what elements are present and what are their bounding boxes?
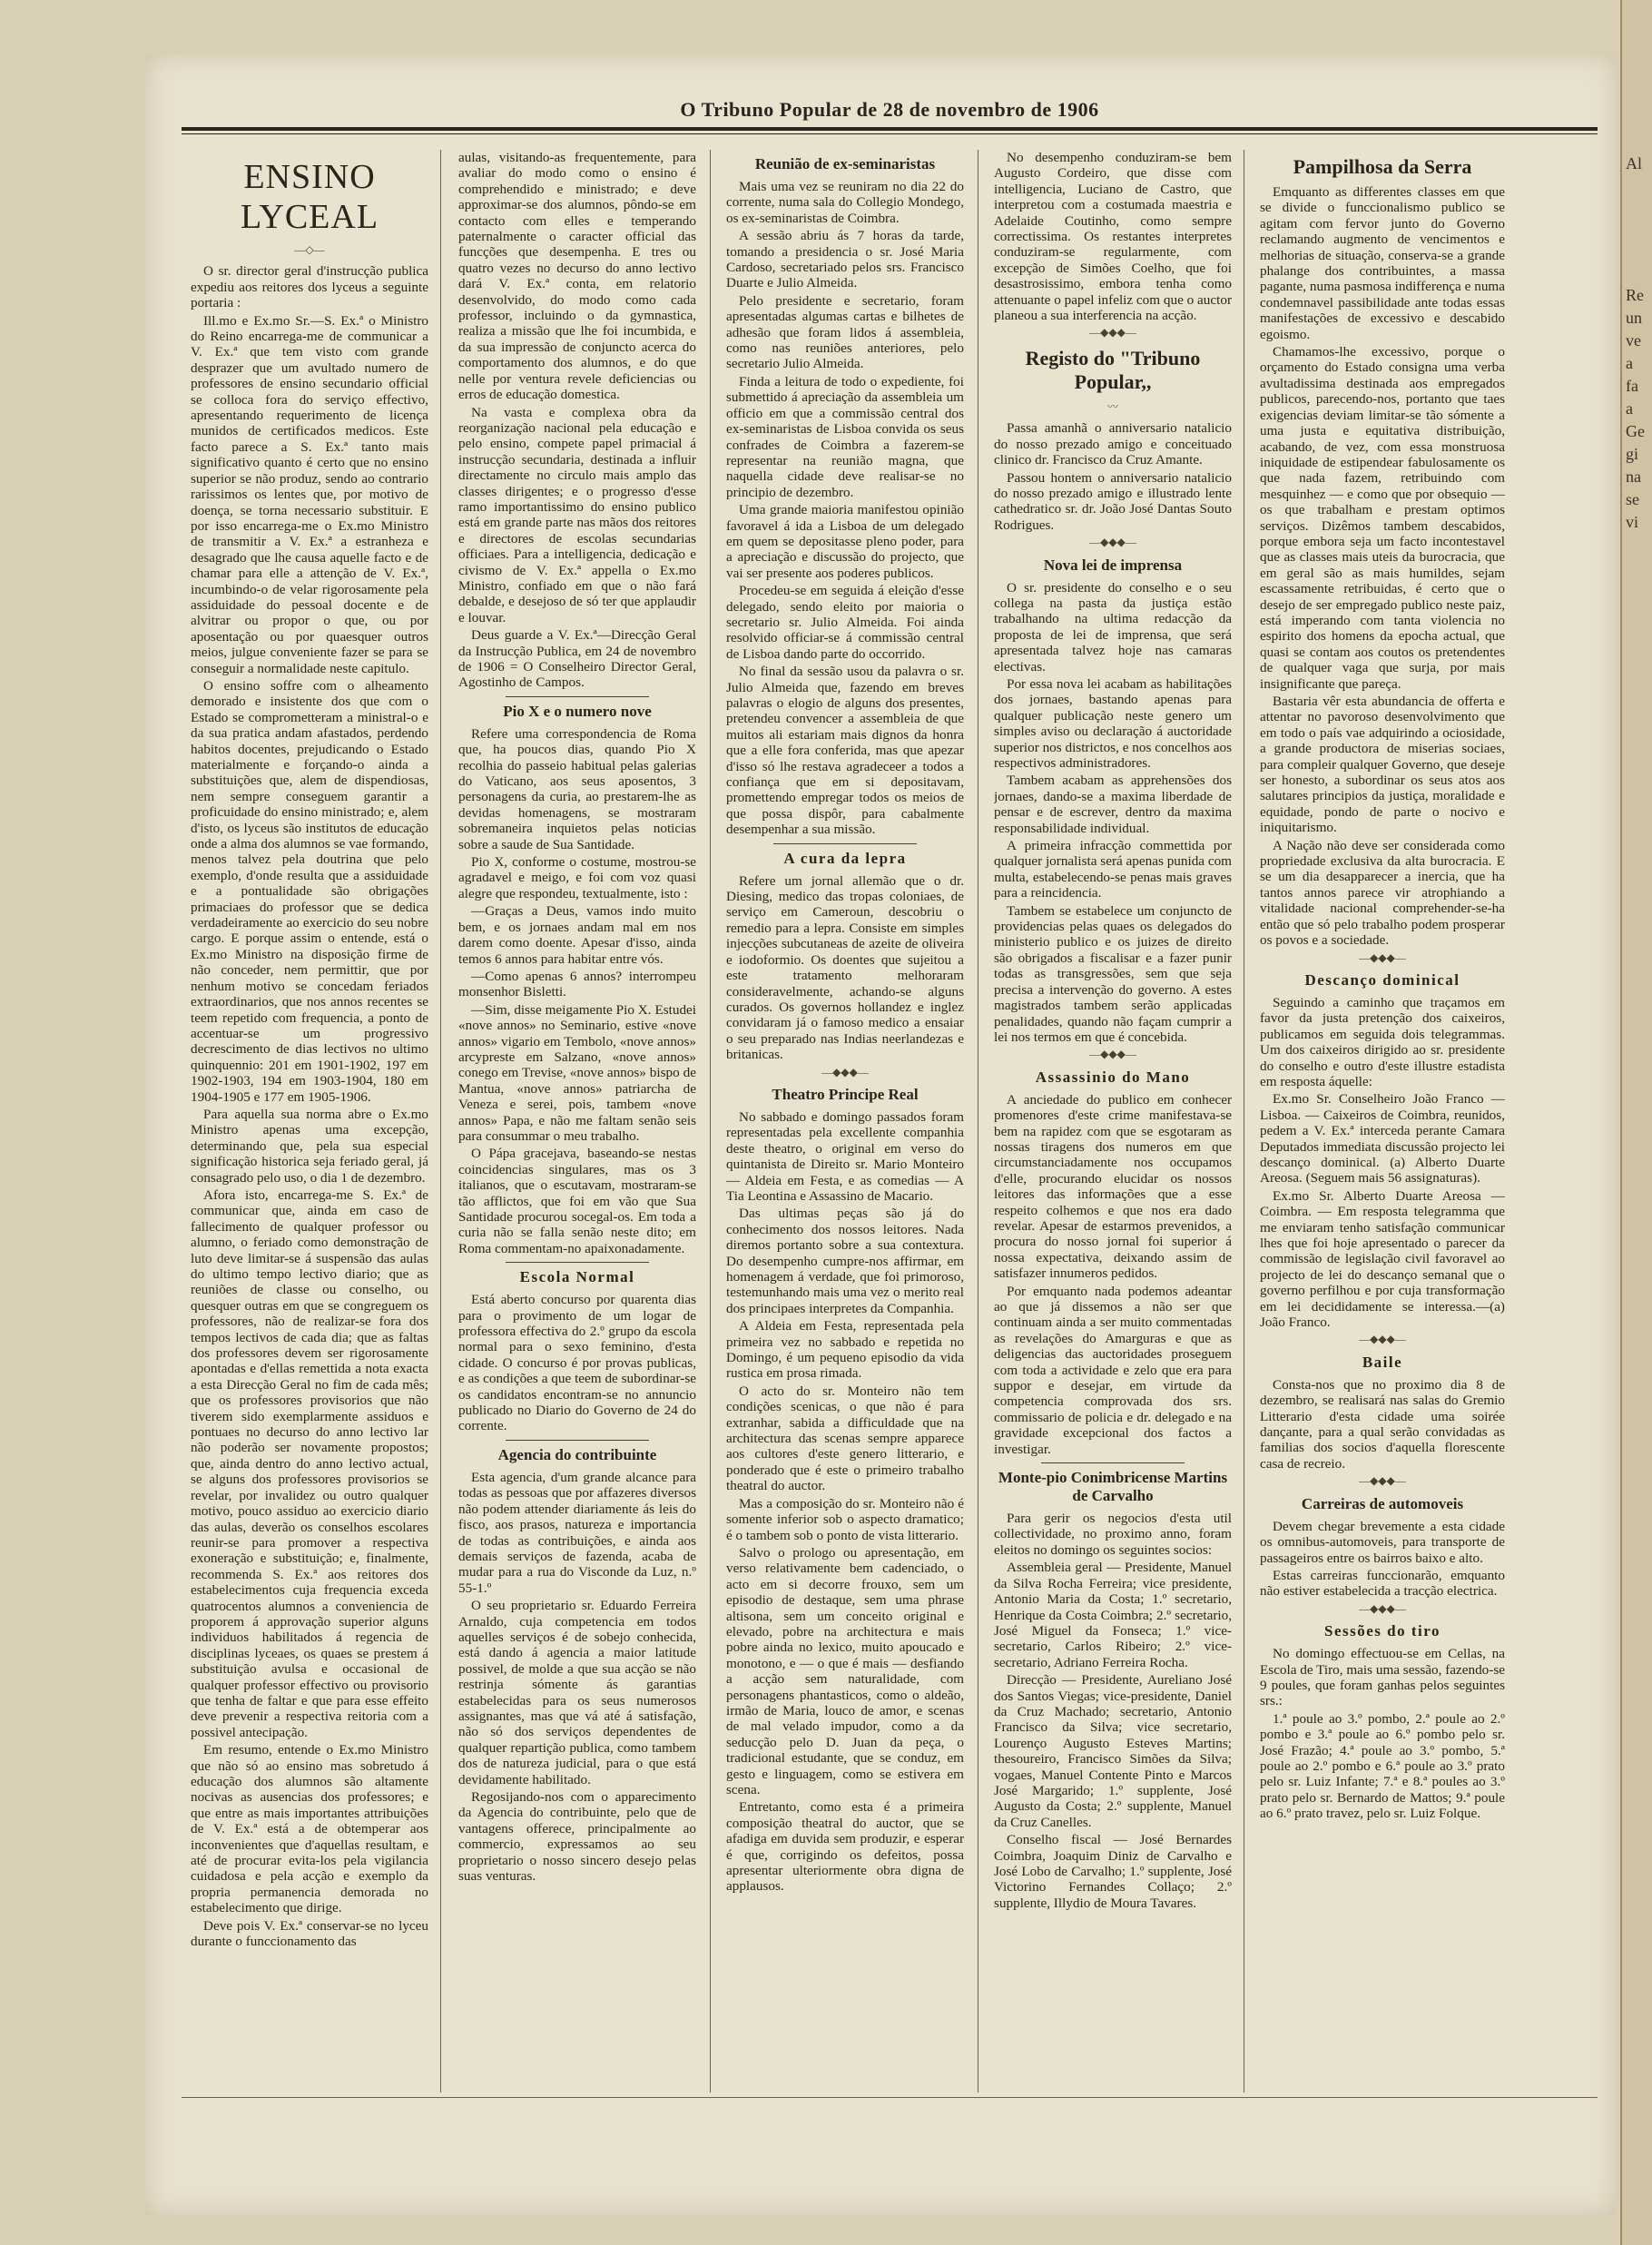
section-rule — [506, 1440, 648, 1441]
ornament-divider: —◆◆◆— — [821, 1065, 869, 1078]
heading-monte-pio: Monte-pio Conimbricense Martins de Carvalho — [998, 1469, 1228, 1505]
ornament-divider: —◆◆◆— — [1089, 326, 1136, 340]
paragraph: A primeira infracção commettida por qualquer jornalista será apenas punida com multa, estabelecendo-se penas mais graves para a reincidencia. — [994, 838, 1232, 901]
heading-theatro: Theatro Principe Real — [772, 1085, 919, 1103]
ornament-divider: —◆◆◆— — [1089, 1048, 1136, 1061]
paragraph: A anciedade do publico em conhecer promenores d'este crime manifestava-se bem na rapidez com que se esgotaram as nossas tiragens dos numeros em que circumstanciadamente nos occupamos d'elle, procurando elucidar os nossos leitores das informações que a esse respeito colhemos e que nos era dado revelar. Apesar de estarmos prevenidos, a procura do nosso jornal foi superior á nossa expectativa, deixando assim de satisfazer innumeros pedidos. — [994, 1091, 1232, 1282]
paragraph: Direcção — Presidente, Aureliano José dos Santos Viegas; vice-presidente, Daniel da Cruz Machado; secretario, Antonio Francisco da Silva; vice secretario, Lourenço Augusto Esteves Martins; thesoureiro, Francisco Simões da Silva; vogaes, Manuel Contente Pinto e Marcos José Margarido; 1.º supplente, José Augusto da Costa; 2.º supplente, Manuel da Cruz Canelles. — [994, 1672, 1232, 1830]
ornament-divider: —◆◆◆— — [1359, 1601, 1406, 1615]
paragraph: Ill.mo e Ex.mo Sr.—S. Ex.ª o Ministro do Reino encarrega-me de communicar a V. Ex.ª que tem visto com grande desprazer que um avultado numero de professores de ensino secundario official se colloca fora do serviço effectivo, apresentando requerimento de licença munidos de certificados medicos. Este facto parece a S. Ex.ª tanto mais significativo quanto é certo que no ensino superior se não produz, sendo ao contrario rarissimos os lentes que, por motivo de doença, se torna necessario substituir. E por isso encarrega-me o Ex.mo Ministro de transmitir a V. Ex.ª a estranheza e desagrado que lhe causa aquelle facto e de chamar para elle a attenção de V. Ex.ª, incumbindo-o de velar rigorosamente pela assiduidade do pessoal docente e de alvitrar ou propor o que, ou por aposentação ou por quaesquer outros meios, julgue conveniente fazer se para se conseguir a normalidade neste capitulo. — [191, 312, 428, 676]
paragraph: No sabbado e domingo passados foram representadas pela excellente companhia deste theatro, o original em verso do quintanista de Direito sr. Mario Monteiro — Aldeia em Festa, e as comedias — A Tia Leontina e Assassino de Macario. — [726, 1108, 964, 1204]
paragraph: O sr. director geral d'instrucção publica expediu aos reitores dos lyceus a seguinte portaria : — [191, 263, 428, 311]
masthead-rule — [182, 127, 1598, 131]
paragraph: Procedeu-se em seguida á eleição d'esse delegado, sendo eleito por maioria o secretario sr. Julio Almeida. Foi ainda resolvido officiar-se á commissão central de Lisboa dando parte do occorrido. — [726, 583, 964, 662]
paragraph: Refere um jornal allemão que o dr. Diesing, medico das tropas coloniaes, de serviço em Cameroun, descobriu o remedio para a lepra. Consiste em simples injecções subcutaneas de azeite de oliveira e iodoformio. Os doentes que sujeitou a este tratamento melhoraram consideravelmente, achando-se alguns curados. Os governos hollandez e inglez convidaram já o famoso medico a ensaiar o seu preparado nas Indias neerlandezas e britanicas. — [726, 872, 964, 1063]
paragraph: Tambem acabam as apprehensões dos jornaes, dando-se a maxima liberdade de pensar e de escrever, dentro da maxima responsabilidade individual. — [994, 773, 1232, 836]
paragraph: Esta agencia, d'um grande alcance para todas as pessoas que por affazeres diversos não podem attender diariamente ás leis do fisco, aos prasos, natureza e importancia de todas as contribuições, e ainda aos demais serviços de fazenda, acaba de mudar para a rua do Visconde da Luz, n.º 55-1.º — [458, 1469, 696, 1596]
paragraph: O Pápa gracejava, baseando-se nestas coincidencias singulares, mas os 3 italianos, que o escutavam, mostraram-se tão afflictos, que foi em vão que Sua Santidade procurou socegal-os. Em toda a curia não se falla senão neste dito; em Roma commentam-no apaixonadamente. — [458, 1146, 696, 1256]
heading-pio-x: Pio X e o numero nove — [503, 702, 652, 720]
edge-label: fa — [1626, 377, 1638, 395]
column-2 — [458, 150, 696, 2092]
paragraph: Passa amanhã o anniversario natalicio do nosso prezado amigo e conceituado clinico dr. Francisco da Cruz Amante. — [994, 420, 1232, 468]
paragraph: Por emquanto nada podemos adeantar ao que já dissemos a não ser que continuam ainda a ser muito commentadas as revelações do Amarguras e que as deligencias das auctoridades proseguem com toda a actividade e zelo que era para suppor e desejar, em virtude da competencia comprovada dos srs. commissario de policia e dr. delegado e na gravidade excepcional dos factos a investigar. — [994, 1283, 1232, 1457]
edge-label: un — [1626, 309, 1642, 327]
article-body-ensino-lyceal — [191, 263, 428, 1949]
ornament-divider: —◆◆◆— — [1359, 950, 1406, 964]
edge-label: Al — [1626, 154, 1642, 172]
heading-lepra: A cura da lepra — [783, 849, 907, 867]
paragraph: Salvo o prologo ou apresentação, em verso relativamente bem cadenciado, o acto em si decorre frouxo, sem um episodio de destaque, sem uma phrase altisona, sem um conceito original e elevado, pobre na architectura e mais pobre ainda no lexico, muito apoucado e monotono, e — o que é mais — desfiando a acção sem naturalidade, com personagens phantasticos, como o aldeão, irmão de Maria, louco de amor, e scenas de mal velado impudor, como a da seducção pelo D. Juan da peça, o tradicional estudante, que se conduz, em gesto e linguagem, como se estivera em scena. — [726, 1544, 964, 1797]
column-divider — [710, 150, 711, 2092]
paragraph: Das ultimas peças são já do conhecimento dos nossos leitores. Nada diremos portanto sobre a sua contextura. Do desempenho cumpre-nos affirmar, em homenagem á verdade, que foi primoroso, testemunhando mais uma vez o merito real dos principaes interpretes da Companhia. — [726, 1206, 964, 1316]
heading-reuniao: Reunião de ex-seminaristas — [754, 155, 936, 172]
ornament-divider: —◆◆◆— — [1359, 1333, 1406, 1346]
paragraph: Por essa nova lei acabam as habilitações dos jornaes, bastando apenas para qualquer publicação neste genero um simples aviso ou declaração á auctoridade superior nos districtos, e nos concelhos aos respectivos administradores. — [994, 675, 1232, 771]
paragraph: Para aquella sua norma abre o Ex.mo Ministro apenas uma excepção, determinando que, pela sua especial significação historica seja feriado geral, já consagrado pelo uso, o dia 1 de dezembro. — [191, 1106, 428, 1186]
paragraph: Entretanto, como esta é a primeira composição theatral do auctor, que se afadiga em duvida sem produzir, e esperar é que, corrigindo os defeitos, possa apresentar ulteriormente obra digna de applausos. — [726, 1799, 964, 1895]
edge-label: gi — [1626, 445, 1639, 463]
heading-tiro: Sessões do tiro — [1324, 1622, 1441, 1640]
section-rule — [773, 843, 916, 844]
heading-registo: Registo do "Tribuno Popular,, — [1025, 346, 1201, 393]
edge-label: Re — [1626, 286, 1644, 304]
paragraph: Devem chegar brevemente a esta cidade os omnibus-automoveis, para transporte de passageiros entre os bairros baixo e alto. — [1260, 1518, 1505, 1566]
paragraph: Mas a composição do sr. Monteiro não é somente inferior sob o aspecto dramatico; é o tambem sob o ponto de vista litterario. — [726, 1495, 964, 1543]
column-5 — [1260, 150, 1505, 2092]
paragraph: No domingo effectuou-se em Cellas, na Escola de Tiro, mais uma sessão, fazendo-se 9 poules, que foram ganhas pelos seguintes srs.: — [1260, 1646, 1505, 1709]
edge-label: vi — [1626, 513, 1639, 531]
paragraph: Deve pois V. Ex.ª conservar-se no lyceu durante o funccionamento das — [191, 1917, 428, 1950]
section-rule — [506, 696, 648, 697]
ornament-divider: —◆◆◆— — [1089, 536, 1136, 549]
paragraph: Pio X, conforme o costume, mostrou-se agradavel e meigo, e foi com voz quasi alegre que respondeu, textualmente, isto : — [458, 854, 696, 901]
paragraph: Seguindo a caminho que traçamos em favor da justa pretenção dos caixeiros, publicamos em seguida dois telegrammas. Um dos caixeiros dirigido ao sr. presidente do conselho e outro d'este illustre estadista em resposta áquelle: — [1260, 994, 1505, 1089]
paragraph: Na vasta e complexa obra da reorganização nacional pela educação e pelo ensino, compete papel primacial á instrucção secundaria, destinada a influir directamente no circulo mais amplo das classes dirigentes; e o progresso d'esse ramo importantissimo do ensino publico está em grande parte nas mãos dos reitores e directores de escolas secundarias officiaes. Para a intelligencia, dedicação e civismo de V. Ex.ª appella o Ex.mo Ministro, confiado em que o não fará debalde, e desejoso de só ter que applaudir e louvar. — [458, 404, 696, 625]
paragraph: Finda a leitura de todo o expediente, foi submettido á apreciação da assembleia um officio em que a commissão central dos ex-seminaristas de Lisboa convida os seus confrades de Coimbra a fazerem-se representar na reunião magna, que naquella cidade deve realisar-se no principio de dezembro. — [726, 373, 964, 500]
heading-nova-lei: Nova lei de imprensa — [1043, 556, 1183, 574]
heading-agencia: Agencia do contribuinte — [497, 1445, 657, 1463]
heading-escola-normal: Escola Normal — [519, 1268, 635, 1286]
paragraph: O acto do sr. Monteiro não tem condições scenicas, o que não é para extranhar, sabida a difficuldade que na architectura das scenas sempre apparece aos cultores d'este genero litterario, e ponderado que é este o primeiro trabalho theatral do auctor. — [726, 1383, 964, 1494]
paragraph: Está aberto concurso por quarenta dias para o provimento de um logar de professora effectiva do 2.º grupo da escola normal para o sexo feminino, d'esta cidade. O concurso é por provas publicas, e as condições a que teem de subordinar-se os candidatos encontram-se no annuncio publicado no Diario do Governo de 24 do corrente. — [458, 1292, 696, 1434]
adjacent-page-edge — [1620, 0, 1652, 2245]
paragraph: —Como apenas 6 annos? interrompeu monsenhor Bisletti. — [458, 968, 696, 1000]
ornament-divider: —◇— — [294, 243, 325, 256]
column-3 — [726, 150, 964, 2092]
edge-label: a — [1626, 399, 1633, 418]
paragraph: O seu proprietario sr. Eduardo Ferreira Arnaldo, cuja competencia em todos aquelles serviços é de sobejo conhecida, está dando á agencia a maior latitude possivel, de molde a que sua acção se não restrinja sómente ás garantias estabelecidas para os seus numerosos assignantes, mas que vá até á satisfação, não só dos serviços dependentes de qualquer repartição publica, como tambem dos de natureza judicial, para o que está devidamente habilitado. — [458, 1598, 696, 1787]
paragraph: A Aldeia em Festa, representada pela primeira vez no sabbado e repetida no Domingo, é um pequeno episodio da vida rustica em prosa rimada. — [726, 1318, 964, 1382]
paragraph: Tambem se estabelece um conjuncto de providencias pelas quaes os delegados do ministerio publico e os juizes de direito são obrigados a fiscalisar e a fazer punir todas as transgressões, sem que seja precisa a intervenção do governo. A estes magistrados tambem serão applicadas penalidades, quando não façam cumprir a lei nos termos em que é concebida. — [994, 902, 1232, 1045]
paragraph: Para gerir os negocios d'esta util collectividade, no proximo anno, foram eleitos no domingo os seguintes socios: — [994, 1511, 1232, 1558]
heading-pampilhosa: Pampilhosa da Serra — [1293, 155, 1472, 178]
paragraph: Emquanto as differentes classes em que se divide o funccionalismo publico se agitam com fervor junto do Governo reclamando augmento de vencimentos e melhorias de situação, conserva-se a grande phalange dos contribuintes, a massa pagante, numa pasmosa indifferença e numa condemnavel passibilidade ante todas essas manifestações de excessivo e descabido egoismo. — [1260, 184, 1505, 342]
paragraph: No desempenho conduziram-se bem Augusto Cordeiro, que disse com intelligencia, Luciano de Castro, que interpretou com a costumada maestria e Adelaide Coutinho, como sempre correctissima. Os restantes interpretes conduziram-se regularmente, com excepção de Simões Coelho, que foi desastrosissimo, embora tenha como attenuante o papel infeliz com que o auctor planeou a sua interferencia na acção. — [994, 150, 1232, 324]
masthead: O Tribuno Popular de 28 de novembro de 1906 — [680, 98, 1099, 121]
heading-baile: Baile — [1362, 1353, 1403, 1371]
heading-descanco: Descanço dominical — [1304, 970, 1460, 989]
paragraph: Refere uma correspondencia de Roma que, ha poucos dias, quando Pio X recolhia do passeio habitual pelas galerias do Vaticano, aos seus aposentos, 3 personagens da curia, ao prestarem-lhe as devidas homenagens, se mostraram sobremaneira inquietos pelas noticias sobre a saude de Sua Santidade. — [458, 725, 696, 852]
paragraph: Chamamos-lhe excessivo, porque o orçamento do Estado consigna uma verba avultadissima destinada aos empregados publicos, parecendo-nos, portanto que taes exigencias deviam limitar-se tão sómente a uma justa e equitativa distribuição, acabando, de vez, com essa monstruosa iniquidade de estipendear fabulosamente os que nada fazem, retribuindo com mesquinhez — e como que por obsequio — os que trabalham e prestam optimos serviços. Dizêmos tambem descabidos, porque embora seja um facto incontestavel que as classes mais uteis da burocracia, que em geral são as mais humildes, sejam escassamente retribuidas, é certo que o desejo de ser empregado publico neste paiz, está imperando com tanta violencia no espirito dos homens da epocha actual, que quasi se contam aos coutos os pretendentes de qualquer vaga que surja, por mais insignificante que pareça. — [1260, 344, 1505, 692]
paragraph: Bastaria vêr esta abundancia de offerta e attentar no pavoroso desenvolvimento que em todo o país vae adquirindo a ociosidade, a grande productora de miserias sociaes, para compleir qualquer Governo, que deseje ser honesto, a subordinar os seus atos aos salutares principios da justiça, moralidade e equidade, pondo de parte o nocivo e iniquitarismo. — [1260, 694, 1505, 836]
paragraph: Uma grande maioria manifestou opinião favoravel á ida a Lisboa de um delegado em quem se depositasse pleno poder, para a apreciação e discussão do projecto, que vai ser presente aos poderes publicos. — [726, 502, 964, 581]
paragraph: Deus guarde a V. Ex.ª—Direcção Geral da Instrucção Publica, em 24 de novembro de 1906 = O Conselheiro Director Geral, Agostinho de Campos. — [458, 627, 696, 691]
paragraph: 1.ª poule ao 3.º pombo, 2.ª poule ao 2.º pombo e 3.ª poule ao 6.º pombo pelo sr. José Frazão; 4.ª poule ao 3.º pombo, 5.ª poule ao 2.º pombo e 6.ª poule ao 3.º prato pelo sr. Luiz Infante; 7.ª e 8.ª poules ao 3.º prato pelo sr. Bernardo de Mattos; 9.ª poule ao 6.º prato travez, pelo sr. Luiz Folque. — [1260, 1710, 1505, 1822]
paragraph: Mais uma vez se reuniram no dia 22 do corrente, numa sala do Collegio Mondego, os ex-seminaristas de Coimbra. — [726, 179, 964, 226]
paragraph: Ex.mo Sr. Alberto Duarte Areosa — Coimbra. — Em resposta telegramma que me enviaram tenho satisfação communicar lhes que foi hoje apresentado o parecer da commissão de legislação civil favoravel ao projecto de lei do descanço semanal que o governo perfilhou e por cuja transformação em lei decididamente se interessa.—(a) João Franco. — [1260, 1187, 1505, 1331]
ornament-divider: 〰 — [1106, 399, 1118, 413]
paragraph: Em resumo, entende o Ex.mo Ministro que não só ao ensino mas sobretudo á educação dos alumnos são altamente nocivas as ausencias dos professores; e que entre as mais importantes attribuições de V. Ex.ª está a de obtemperar aos inconvenientes que d'aquellas resultam, e até de procurar evita-los pela vigilancia cuidadosa e pela acção e exemplo da propria permanencia demorada no estabelecimento que dirige. — [191, 1742, 428, 1916]
edge-label: Ge — [1626, 422, 1645, 440]
column-4 — [994, 150, 1232, 2092]
page-bottom-rule — [182, 2097, 1598, 2098]
paragraph: Ex.mo Sr. Conselheiro João Franco — Lisboa. — Caixeiros de Coimbra, reunidos, pedem a V. Ex.ª interceda perante Camara Deputados immediata discussão projecto lei descanço dominical. (a) Alberto Duarte Areosa. (Seguem mais 56 assignaturas). — [1260, 1091, 1505, 1187]
paragraph: Pelo presidente e secretario, foram apresentadas algumas cartas e bilhetes de adhesão que foram lidos á assembleia, como nas reuniões anteriores, pelo secretario Julio Almeida. — [726, 292, 964, 372]
paragraph: Estas carreiras funccionarão, emquanto não estiver estabelecida a tracção electrica. — [1260, 1567, 1505, 1600]
column-divider — [440, 150, 441, 2092]
section-rule — [506, 1262, 648, 1263]
heading-assassinio: Assassinio do Mano — [1035, 1068, 1191, 1086]
paragraph: Regosijando-nos com o apparecimento da Agencia do contribuinte, pelo que de vantagens offerece, principalmente ao commercio, expressamos ao seu proprietario o nosso sincero desejo pelas suas venturas. — [458, 1789, 696, 1885]
heading-carreiras: Carreiras de automoveis — [1301, 1494, 1464, 1512]
section-rule — [1041, 1462, 1184, 1463]
paragraph: O sr. presidente do conselho e o seu collega na pasta da justiça estão trabalhando na ultima redacção da proposta de lei de imprensa, que será apresentada talvez hoje nas camaras electivas. — [994, 579, 1232, 674]
masthead-rule-thin — [182, 133, 1598, 134]
edge-label: a — [1626, 354, 1633, 372]
paragraph: O ensino soffre com o alheamento demorado e insistente dos que com o Estado se comprometteram a ministral-o e da sua pratica andam afastados, perdendo habitos docentes, prejudicando o Estado materialmente e forçando-o ainda a substituições que, alem de dispendiosas, nem sempre conseguem garantir a proficuidade do ensino ministrado; e, alem d'isto, os lyceus são institutos de educação onde a alma dos alumnos se vae formando, menos talvez pela doutrina que pelo exemplo, d'onde resulta que a assiduidade e a pontualidade são obrigações primaciaes do professor que se dedica verdadeiramente ao exercicio do seu nobre cargo. E porque assim o entende, está o Ex.mo Ministro na disposição firme de não conceder, nem permittir, que por nenhum motivo se concedam feriados extraordinarios, que nos annos recentes se teem repetido com frequencia, a ponto de accentuar-se um progressivo decrescimento de dias lectivos no ultimo quinquennio: 201 em 1901-1902, 197 em 1902-1903, 194 em 1903-1904, 180 em 1904-1905 e 177 em 1905-1906. — [191, 677, 428, 1105]
edge-label: ve — [1626, 331, 1641, 350]
paragraph: —Graças a Deus, vamos indo muito bem, e os jornaes andam mal em nos darem como doente. Apesar d'isso, ainda temos 6 annos para habitar entre vós. — [458, 903, 696, 967]
edge-label: se — [1626, 490, 1639, 508]
edge-label: na — [1626, 468, 1641, 486]
paragraph: Consta-nos que no proximo dia 8 de dezembro, se realisará nas salas do Gremio Litterario d'esta cidade uma soirée dançante, para a qual serão convidadas as familias dos socios d'aquella florescente casa de recreio. — [1260, 1376, 1505, 1472]
paragraph: No final da sessão usou da palavra o sr. Julio Almeida que, fazendo em breves palavras o elogio de alguns dos presentes, pretendeu convencer a assembleia de que muitos ali estariam mais dignos da honra que a elle fora conferida, mas que apezar d'isso só lhe restava agradeceer a todos a confiança que em si depositavam, promettendo empregar todos os meios de que possa dispôr, para cabalmente desempenhar a sua missão. — [726, 664, 964, 838]
article-title-ensino-lyceal: ENSINO LYCEAL — [240, 158, 379, 236]
paragraph: Assembleia geral — Presidente, Manuel da Silva Rocha Ferreira; vice presidente, Antonio Maria da Costa; 1.º secretario, Henrique da Costa Coimbra; 2.º secretario, José Miguel da Fonseca; 1.º vice-secretario, Carlos Ribeiro; 2.º vice-secretario, Adriano Ferreira Rocha. — [994, 1560, 1232, 1670]
paragraph: Afora isto, encarrega-me S. Ex.ª de communicar que, ainda em caso de fallecimento de qualquer professor ou alumno, o feriado como demonstração de luto deve limitar-se á suspensão das aulas do ultimo tempo lectivo diario; que as reuniões de classe ou conselho, ou quesquer outras em que se congreguem os professores, não de realizar-se fora dos tempos lectivos de cada dia; que as faltas dos professores devem ser rigorosamente apontadas e d'ellas remettida a nota exacta a esta Direcção Geral no fim de cada mês; que os professores provisorios que não tiverem sido exemplarmente assiduos e pontuaes no decurso do anno lectivo lar não poderão ser novamente propostos; que, ainda dentro do anno lectivo actual, se alguns dos professores provisorios se revelar, por invalidez ou outro qualquer motivo, pouco assiduo ao exercicio diario das aulas, deverão os conselhos escolares reunir-se para promover a respectiva exoneração e substituição; e, finalmente, recommenda S. Ex.ª aos reitores dos estabelecimentos cuja frequencia exceda quatrocentos alumnos a conveniencia de proporem á approvação superior alguns individuos habilitados á regencia de disciplinas lyceaes, os quaes se prestem á substituição avulsa e occasional de qualquer professor effectivo ou provisorio que tenha de faltar e que para esse effeito deve prevenir a respectiva reitoria com a possivel antecipação. — [191, 1187, 428, 1740]
column-1 — [191, 150, 428, 2092]
paragraph: A sessão abriu ás 7 horas da tarde, tomando a presidencia o sr. José Maria Cardoso, secretariado pelos srs. Francisco Duarte e Julio Almeida. — [726, 228, 964, 291]
paragraph: —Sim, disse meigamente Pio X. Estudei «nove annos» no Seminario, estive «nove annos» vigario em Tembolo, «nove annos» arcypreste em Salzano, «nove annos» conego em Trevise, «nove annos» bispo de Mantua, «nove annos» patriarcha de Veneza e serei, pois, tambem «nove annos» Papa, e não me faltam senão seis para consummar o meu trabalho. — [458, 1001, 696, 1144]
paragraph: Passou hontem o anniversario natalicio do nosso prezado amigo e illustrado lente cathedratico sr. dr. João José Dantas Souto Rodrigues. — [994, 469, 1232, 533]
paragraph: A Nação não deve ser considerada como propriedade exclusiva da alta burocracia. E se um dia desapparecer a inercia, que ha tantos annos parece vir atrophiando a vitalidade nacional comprehender-se-ha então que só pelo trabalho podem prosperar os povos e a sociedade. — [1260, 837, 1505, 949]
paragraph: Conselho fiscal — José Bernardes Coimbra, Joaquim Diniz de Carvalho e José Lobo de Carvalho; 1.º supplente, José Victorino Fernandes Collaço; 2.º supplente, Illydio de Moura Tavares. — [994, 1832, 1232, 1911]
ornament-divider: —◆◆◆— — [1359, 1474, 1406, 1488]
paragraph: aulas, visitando-as frequentemente, para avaliar do modo como o ensino é comprehendido e ministrado; e deve approximar-se dos alumnos, pôndo-se em contacto com elles e temperando paternalmente o caracter official das funcções que desempenha. E tres ou quatro vezes no decurso do anno lectivo dará V. Ex.ª conta, em relatorio desenvolvido, do modo como cada professor, incluindo o da gymnastica, realiza a missão que lhe foi incumbida, e da sua impressão de conjuncto acerca do comportamento dos alumnos, e do que nelle por ventura revele deficiencias ou erros de educação domestica. — [458, 150, 696, 403]
